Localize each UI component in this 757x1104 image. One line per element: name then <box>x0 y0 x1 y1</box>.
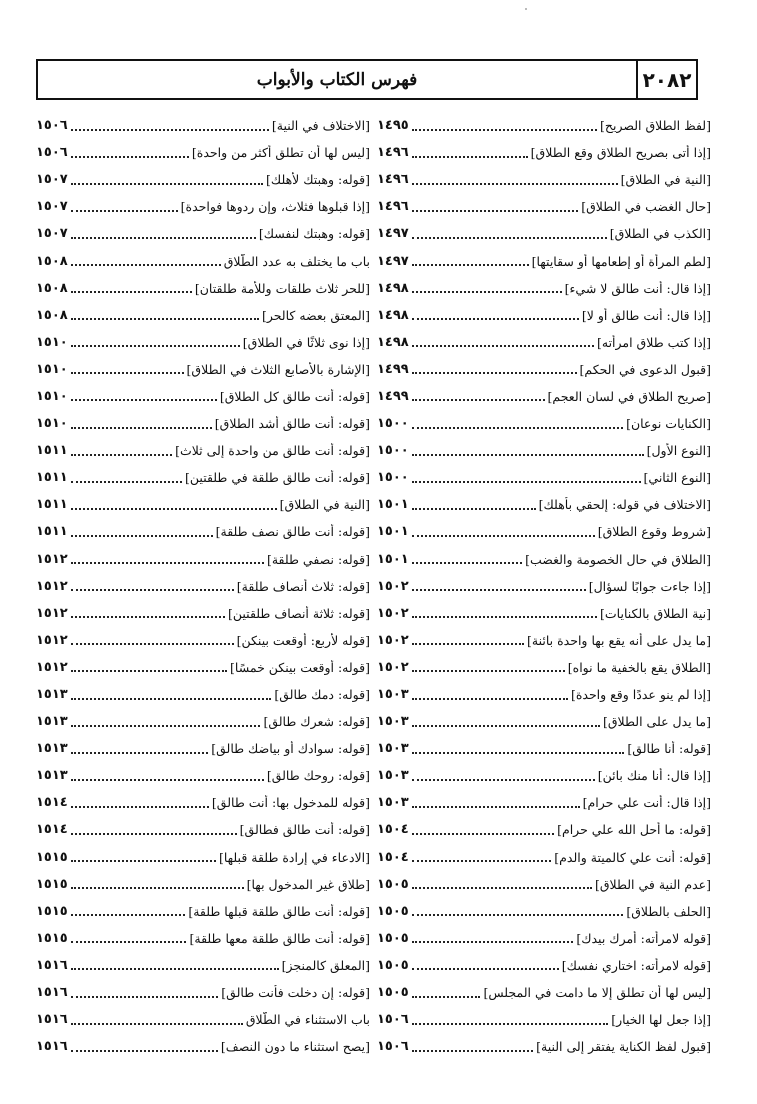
entry-page-number: ١٥١٥ <box>36 930 68 946</box>
entry-page-number: ١٤٩٥ <box>377 118 409 134</box>
index-column-right <box>377 112 711 1060</box>
entry-title: [للحر ثلاث طلقات وللأمة طلقتان] <box>194 280 370 296</box>
entry-title: [ليس لها أن تطلق أكثر من واحدة] <box>191 145 370 161</box>
entry-page-number: ١٥١٠ <box>36 361 68 377</box>
entry-title: [إذا قال: أنت طالق أو لا] <box>581 307 711 323</box>
index-entry <box>36 410 370 437</box>
entry-page-number: ١٥١٠ <box>36 334 68 350</box>
index-entry <box>36 898 370 925</box>
dot-leader <box>412 860 552 862</box>
entry-title: [ما يدل على الطلاق] <box>602 714 711 730</box>
index-entry <box>377 410 711 437</box>
entry-page-number: ١٥١٥ <box>36 849 68 865</box>
index-entry <box>36 573 370 600</box>
index-entry <box>36 979 370 1006</box>
entry-title: [إذا نوى ثلاثًا في الطلاق] <box>242 334 370 350</box>
entry-page-number: ١٥١٤ <box>36 822 68 838</box>
index-entry <box>377 464 711 491</box>
entry-page-number: ١٥٠٠ <box>377 416 409 432</box>
index-entry <box>377 979 711 1006</box>
dot-leader <box>71 589 234 591</box>
index-entry <box>377 166 711 193</box>
entry-page-number: ١٤٩٦ <box>377 172 409 188</box>
entry-title: [قوله: أنت طالق طلقة في طلقتين] <box>185 470 370 486</box>
entry-page-number: ١٥١٢ <box>36 578 68 594</box>
entry-title: [الحلف بالطلاق] <box>626 903 711 919</box>
entry-page-number: ١٥١٢ <box>36 551 68 567</box>
dot-leader <box>71 670 227 672</box>
index-entry <box>36 789 370 816</box>
entry-page-number: ١٥٠٥ <box>377 876 409 892</box>
page-header <box>36 59 698 100</box>
entry-page-number: ١٤٩٩ <box>377 361 409 377</box>
entry-page-number: ١٥٠٨ <box>36 307 68 323</box>
entry-page-number: ١٥١٦ <box>36 985 68 1001</box>
entry-title: [قوله: روحك طالق] <box>266 768 370 784</box>
entry-title: [المعتق بعضه كالحر] <box>261 307 370 323</box>
entry-title: [لفظ الطلاق الصريح] <box>600 118 711 134</box>
entry-page-number: ١٥١٥ <box>36 903 68 919</box>
index-entry <box>377 383 711 410</box>
dot-leader <box>71 941 187 943</box>
entry-page-number: ١٥٠٥ <box>377 985 409 1001</box>
entry-page-number: ١٤٩٨ <box>377 280 409 296</box>
index-column-left <box>36 112 370 1060</box>
entry-title: [شروط وقوع الطلاق] <box>597 524 711 540</box>
dot-leader <box>71 291 192 293</box>
index-entry <box>36 193 370 220</box>
dot-leader <box>412 914 624 916</box>
index-entry <box>377 193 711 220</box>
entry-title: [إذا أتى بصريح الطلاق وقع الطلاق] <box>530 145 711 161</box>
index-entry <box>377 275 711 302</box>
index-entry <box>36 762 370 789</box>
entry-title: [الإشارة بالأصابع الثلاث في الطلاق] <box>186 361 370 377</box>
scan-speck <box>525 8 527 10</box>
dot-leader <box>71 454 172 456</box>
index-entry <box>36 1006 370 1033</box>
dot-leader <box>71 643 234 645</box>
entry-title: [الطلاق في حال الخصومة والغضب] <box>525 551 711 567</box>
entry-page-number: ١٥١٦ <box>36 1039 68 1055</box>
entry-page-number: ١٥٠٨ <box>36 253 68 269</box>
entry-title: [قوله: دمك طالق] <box>274 687 370 703</box>
index-entry <box>36 844 370 871</box>
dot-leader <box>71 399 217 401</box>
dot-leader <box>412 941 574 943</box>
index-entry <box>377 247 711 274</box>
dot-leader <box>412 643 524 645</box>
entry-title: [قوله: ما أحل الله علي حرام] <box>557 822 711 838</box>
dot-leader <box>71 318 259 320</box>
index-entry <box>377 789 711 816</box>
entry-title: [النية في الطلاق] <box>279 497 370 513</box>
dot-leader <box>71 535 213 537</box>
page-number: ٢٠٨٢ <box>642 67 692 92</box>
dot-leader <box>412 345 594 347</box>
entry-page-number: ١٥٠٦ <box>377 1012 409 1028</box>
entry-title: [قوله: وهبتك لنفسك] <box>258 226 370 242</box>
entry-page-number: ١٥٠٦ <box>377 1039 409 1055</box>
dot-leader <box>412 454 644 456</box>
dot-leader <box>412 616 597 618</box>
index-entry <box>36 708 370 735</box>
entry-title: باب ما يختلف به عدد الطَّلاق <box>223 253 370 269</box>
index-entry <box>377 952 711 979</box>
entry-title: [قوله: أنت طالق كل الطلاق] <box>219 388 370 404</box>
entry-title: باب الاستثناء في الطَّلاق <box>245 1012 370 1028</box>
index-entry <box>36 247 370 274</box>
entry-title: [قوله: شعرك طالق] <box>263 714 370 730</box>
dot-leader <box>412 968 559 970</box>
entry-page-number: ١٥١١ <box>36 497 68 513</box>
index-entry <box>377 302 711 329</box>
entry-page-number: ١٥٠٢ <box>377 605 409 621</box>
entry-title: [قوله: وهبتك لأهلك] <box>266 172 370 188</box>
index-entry <box>377 654 711 681</box>
index-entry <box>36 491 370 518</box>
dot-leader <box>412 210 578 212</box>
page-title: فهرس الكتاب والأبواب <box>256 69 418 90</box>
entry-page-number: ١٥٠١ <box>377 524 409 540</box>
entry-title: [ليس لها أن تطلق إلا ما دامت في المجلس] <box>483 985 711 1001</box>
entry-title: [قوله: أوقعت بينكن خمسًا] <box>230 659 370 675</box>
entry-page-number: ١٥٠٠ <box>377 470 409 486</box>
entry-title: [قبول لفظ الكناية يفتقر إلى النية] <box>536 1039 711 1055</box>
dot-leader <box>71 779 264 781</box>
entry-title: [إذا قال: أنت طالق لا شيء] <box>564 280 711 296</box>
dot-leader <box>412 996 481 998</box>
index-entry <box>36 735 370 762</box>
dot-leader <box>412 698 568 700</box>
dot-leader <box>412 535 595 537</box>
entry-title: [حال الغضب في الطلاق] <box>581 199 711 215</box>
index-entry <box>36 546 370 573</box>
entry-page-number: ١٥١٣ <box>36 714 68 730</box>
index-entry <box>36 383 370 410</box>
entry-title: [الاختلاف في النية] <box>271 118 370 134</box>
entry-title: [إذا قال: أنت علي حرام] <box>582 795 711 811</box>
entry-title: [الاختلاف في قوله: إلحقي بأهلك] <box>538 497 711 513</box>
index-entry <box>36 112 370 139</box>
index-entry <box>36 871 370 898</box>
entry-page-number: ١٥٠٣ <box>377 768 409 784</box>
entry-page-number: ١٤٩٦ <box>377 199 409 215</box>
entry-title: [ما يدل على أنه يقع بها واحدة بائنة] <box>527 632 711 648</box>
entry-title: [إذا كتب طلاق امرأته] <box>596 334 711 350</box>
entry-page-number: ١٥٠٣ <box>377 795 409 811</box>
index-entry <box>36 275 370 302</box>
dot-leader <box>71 860 216 862</box>
dot-leader <box>412 1050 533 1052</box>
dot-leader <box>71 237 256 239</box>
index-entry <box>377 139 711 166</box>
index-entry <box>36 518 370 545</box>
index-entry <box>377 816 711 843</box>
entry-title: [قوله: إن دخلت فأنت طالق] <box>221 985 370 1001</box>
entry-page-number: ١٥١٠ <box>36 416 68 432</box>
entry-title: [قبول الدعوى في الحكم] <box>579 361 711 377</box>
entry-title: [قوله لامرأته: أمرك بيدك] <box>576 930 711 946</box>
entry-title: [طلاق غير المدخول بها] <box>246 876 370 892</box>
entry-page-number: ١٤٩٨ <box>377 334 409 350</box>
dot-leader <box>412 589 586 591</box>
dot-leader <box>71 616 225 618</box>
entry-page-number: ١٥١٣ <box>36 687 68 703</box>
entry-title: [النوع الثاني] <box>643 470 711 486</box>
entry-page-number: ١٤٩٧ <box>377 253 409 269</box>
dot-leader <box>71 698 272 700</box>
index-entry <box>36 220 370 247</box>
dot-leader <box>412 291 562 293</box>
dot-leader <box>412 399 545 401</box>
dot-leader <box>71 156 189 158</box>
entry-title: [قوله: أنت طالق طلقة قبلها طلقة] <box>188 903 370 919</box>
entry-title: [لطم المرأة أو إطعامها أو سقايتها] <box>531 253 711 269</box>
entry-title: [قوله: أنت علي كالميتة والدم] <box>554 849 711 865</box>
index-entry <box>377 546 711 573</box>
entry-title: [يصح استثناء ما دون النصف] <box>220 1039 370 1055</box>
entry-title: [إذا قبلوها فثلاث، وإن ردوها فواحدة] <box>180 199 370 215</box>
dot-leader <box>71 129 269 131</box>
index-entry <box>377 1006 711 1033</box>
entry-title: [قوله: ثلاث أنصاف طلقة] <box>236 578 370 594</box>
entry-page-number: ١٥١١ <box>36 470 68 486</box>
dot-leader <box>412 833 554 835</box>
dot-leader <box>412 183 618 185</box>
dot-leader <box>71 1050 218 1052</box>
index-entry <box>377 871 711 898</box>
index-entry <box>377 681 711 708</box>
entry-title: [عدم النية في الطلاق] <box>594 876 711 892</box>
dot-leader <box>71 427 212 429</box>
index-entry <box>377 491 711 518</box>
index-entry <box>36 329 370 356</box>
dot-leader <box>412 887 592 889</box>
entry-title: [قوله: أنت طالق أشد الطلاق] <box>214 416 370 432</box>
entry-page-number: ١٥١١ <box>36 524 68 540</box>
entry-title: [المعلق كالمنجز] <box>281 957 370 973</box>
entry-title: [قوله للمدخول بها: أنت طالق] <box>211 795 370 811</box>
index-entry <box>377 735 711 762</box>
entry-title: [قوله: أنت طالق طلقة معها طلقة] <box>189 930 370 946</box>
entry-page-number: ١٥٠١ <box>377 497 409 513</box>
entry-title: [قوله: ثلاثة أنصاف طلقتين] <box>228 605 370 621</box>
entry-page-number: ١٥٠١ <box>377 551 409 567</box>
entry-page-number: ١٥٠٧ <box>36 199 68 215</box>
entry-title: [النية في الطلاق] <box>620 172 711 188</box>
index-entry <box>377 518 711 545</box>
entry-title: [إذا قال: أنا منك بائن] <box>597 768 711 784</box>
dot-leader <box>71 996 219 998</box>
entry-page-number: ١٤٩٧ <box>377 226 409 242</box>
dot-leader <box>71 914 186 916</box>
dot-leader <box>71 725 261 727</box>
dot-leader <box>71 508 277 510</box>
dot-leader <box>412 237 607 239</box>
entry-page-number: ١٥١٠ <box>36 388 68 404</box>
dot-leader <box>412 725 600 727</box>
entry-title: [قوله: سوادك أو بياضك طالق] <box>211 741 370 757</box>
entry-title: [النوع الأول] <box>646 443 711 459</box>
dot-leader <box>412 129 597 131</box>
index-entry <box>36 464 370 491</box>
entry-page-number: ١٥٠٦ <box>36 145 68 161</box>
entry-page-number: ١٥١٢ <box>36 632 68 648</box>
dot-leader <box>71 183 263 185</box>
entry-page-number: ١٥١٣ <box>36 768 68 784</box>
index-entry <box>36 139 370 166</box>
entry-title: [نية الطلاق بالكنايات] <box>600 605 711 621</box>
entry-page-number: ١٥٠٥ <box>377 903 409 919</box>
index-entry <box>36 437 370 464</box>
dot-leader <box>412 264 529 266</box>
entry-title: [الكذب في الطلاق] <box>609 226 711 242</box>
dot-leader <box>71 562 264 564</box>
entry-page-number: ١٥٠٥ <box>377 930 409 946</box>
dot-leader <box>412 156 528 158</box>
index-entry <box>36 952 370 979</box>
index-entry <box>377 925 711 952</box>
index-entry <box>377 220 711 247</box>
entry-page-number: ١٥١٤ <box>36 795 68 811</box>
index-entry <box>36 627 370 654</box>
dot-leader <box>412 508 536 510</box>
entry-title: [الطلاق يقع بالخفية ما نواه] <box>567 659 711 675</box>
entry-page-number: ١٥٠٠ <box>377 443 409 459</box>
dot-leader <box>412 318 579 320</box>
entry-title: [قوله: أنت طالق من واحدة إلى ثلاث] <box>175 443 370 459</box>
entry-page-number: ١٥١٦ <box>36 1012 68 1028</box>
dot-leader <box>71 968 279 970</box>
entry-page-number: ١٥١٦ <box>36 957 68 973</box>
entry-title: [الادعاء في إرادة طلقة قبلها] <box>218 849 370 865</box>
index-entry <box>377 1033 711 1060</box>
entry-page-number: ١٥١٢ <box>36 605 68 621</box>
entry-title: [إذا لم ينو عددًا وقع واحدة] <box>570 687 711 703</box>
index-entry <box>377 356 711 383</box>
entry-page-number: ١٥٠٣ <box>377 687 409 703</box>
index-entry <box>377 600 711 627</box>
dot-leader <box>412 562 522 564</box>
entry-page-number: ١٥٠٦ <box>36 118 68 134</box>
index-entry <box>36 816 370 843</box>
index-entry <box>36 600 370 627</box>
dot-leader <box>412 752 625 754</box>
dot-leader <box>412 1023 608 1025</box>
dot-leader <box>71 833 237 835</box>
index-entry <box>377 627 711 654</box>
dot-leader <box>412 779 595 781</box>
dot-leader <box>412 372 577 374</box>
entry-title: [قوله: أنا طالق] <box>627 741 711 757</box>
index-entry <box>377 898 711 925</box>
index-entry <box>377 708 711 735</box>
entry-page-number: ١٤٩٦ <box>377 145 409 161</box>
entry-title: [قوله لأربع: أوقعت بينكن] <box>236 632 370 648</box>
index-entry <box>377 762 711 789</box>
entry-title: [قوله: نصفي طلقة] <box>266 551 370 567</box>
index-entry <box>377 437 711 464</box>
entry-page-number: ١٥٠٣ <box>377 714 409 730</box>
dot-leader <box>412 806 580 808</box>
entry-title: [قوله: أنت طالق فطالق] <box>239 822 370 838</box>
dot-leader <box>412 481 641 483</box>
entry-page-number: ١٥٠٥ <box>377 957 409 973</box>
entry-title: [صريح الطلاق في لسان العجم] <box>547 388 711 404</box>
index-entry <box>36 1033 370 1060</box>
entry-title: [إذا جاءت جوابًا لسؤال] <box>588 578 711 594</box>
index-entry <box>36 302 370 329</box>
index-entry <box>36 654 370 681</box>
entry-title: [قوله: أنت طالق نصف طلقة] <box>215 524 370 540</box>
entry-page-number: ١٥٠٢ <box>377 659 409 675</box>
index-entry <box>377 112 711 139</box>
entry-title: [إذا جعل لها الخيار] <box>611 1012 711 1028</box>
index-entry <box>36 681 370 708</box>
dot-leader <box>71 1023 243 1025</box>
index-entry <box>36 356 370 383</box>
entry-page-number: ١٥٠٧ <box>36 226 68 242</box>
index-entry <box>377 329 711 356</box>
dot-leader <box>71 372 184 374</box>
entry-page-number: ١٤٩٨ <box>377 307 409 323</box>
entry-page-number: ١٥٠٢ <box>377 632 409 648</box>
dot-leader <box>71 264 221 266</box>
entry-page-number: ١٥٠٤ <box>377 822 409 838</box>
entry-page-number: ١٥٠٢ <box>377 578 409 594</box>
entry-page-number: ١٥٠٤ <box>377 849 409 865</box>
entry-page-number: ١٥١٢ <box>36 659 68 675</box>
entry-page-number: ١٥١١ <box>36 443 68 459</box>
dot-leader <box>71 345 240 347</box>
entry-title: [الكنايات نوعان] <box>626 416 711 432</box>
dot-leader <box>71 806 209 808</box>
entry-title: [قوله لامرأته: اختاري نفسك] <box>561 957 711 973</box>
dot-leader <box>71 887 244 889</box>
dot-leader <box>412 427 623 429</box>
index-entry <box>36 925 370 952</box>
dot-leader <box>412 670 565 672</box>
dot-leader <box>71 481 182 483</box>
entry-page-number: ١٥١٥ <box>36 876 68 892</box>
dot-leader <box>71 210 178 212</box>
entry-page-number: ١٥٠٨ <box>36 280 68 296</box>
entry-page-number: ١٤٩٩ <box>377 388 409 404</box>
entry-page-number: ١٥٠٣ <box>377 741 409 757</box>
entry-page-number: ١٥٠٧ <box>36 172 68 188</box>
entry-page-number: ١٥١٣ <box>36 741 68 757</box>
index-entry <box>377 573 711 600</box>
index-entry <box>377 844 711 871</box>
dot-leader <box>71 752 208 754</box>
index-entry <box>36 166 370 193</box>
